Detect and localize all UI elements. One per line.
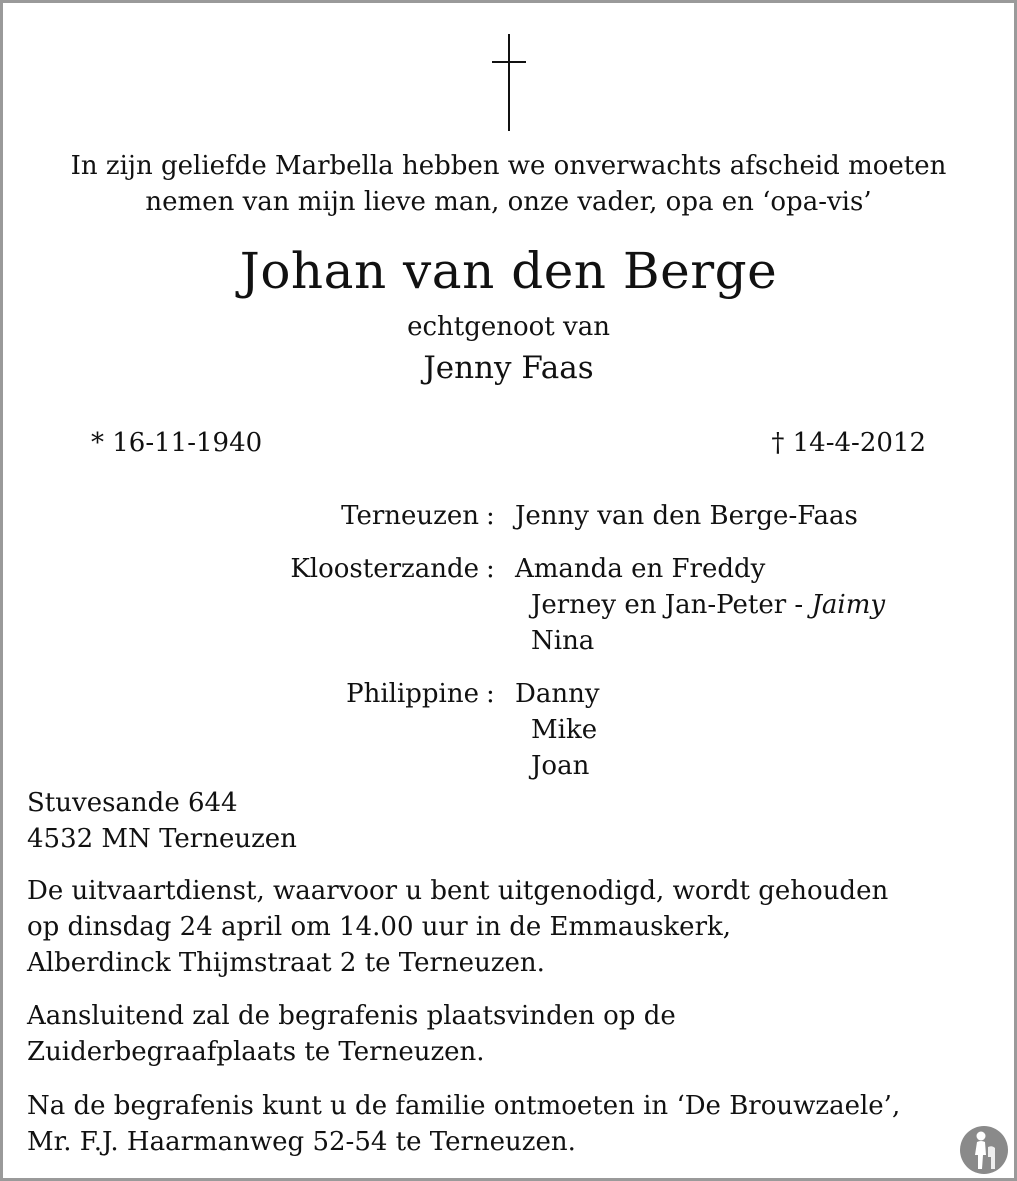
family-member: Jenny van den Berge-Faas	[515, 501, 858, 531]
reception-line-2: Mr. F.J. Haarmanweg 52-54 te Terneuzen.	[27, 1127, 576, 1157]
grandchild-name: Jaimy	[811, 590, 886, 620]
intro-text	[3, 148, 1014, 220]
family-member: Nina	[531, 626, 595, 656]
service-line-3: Alberdinck Thijmstraat 2 te Terneuzen.	[27, 948, 545, 978]
family-colon: :	[486, 679, 495, 709]
family-member: Amanda en Freddy	[515, 554, 766, 584]
family-member: Danny	[515, 679, 600, 709]
spouse-label: echtgenoot van	[407, 312, 610, 342]
family-member	[531, 587, 885, 623]
intro-line-1: In zijn geliefde Marbella hebben we onverwachts afscheid moeten	[70, 151, 947, 181]
spouse-name: Jenny Faas	[423, 350, 594, 386]
family-member: Mike	[531, 715, 598, 745]
family-member: Joan	[531, 751, 590, 781]
family-place-philippine: Philippine	[346, 679, 479, 709]
burial-line-2: Zuiderbegraafplaats te Terneuzen.	[27, 1037, 485, 1067]
family-colon: :	[486, 554, 495, 584]
reception-text	[27, 1088, 900, 1160]
address-street: Stuvesande 644	[27, 788, 238, 818]
family-colon: :	[486, 501, 495, 531]
family-place-terneuzen: Terneuzen	[341, 501, 479, 531]
family-member-text: Jerney en Jan-Peter -	[531, 590, 812, 620]
address-city: 4532 MN Terneuzen	[27, 824, 297, 854]
burial-text	[27, 998, 676, 1070]
family-place-kloosterzande: Kloosterzande	[290, 554, 479, 584]
service-line-1: De uitvaartdienst, waarvoor u bent uitgenodigd, wordt gehouden	[27, 876, 889, 906]
death-date: † 14-4-2012	[771, 428, 926, 458]
memorial-logo-icon	[959, 1125, 1009, 1175]
birth-date: * 16-11-1940	[91, 428, 263, 458]
burial-line-1: Aansluitend zal de begrafenis plaatsvinden op de	[27, 1001, 676, 1031]
deceased-name: Johan van den Berge	[239, 242, 778, 300]
service-text	[27, 873, 888, 981]
service-line-2: op dinsdag 24 april om 14.00 uur in de Emmauskerk,	[27, 912, 732, 942]
intro-line-2: nemen van mijn lieve man, onze vader, opa en ‘opa-vis’	[145, 187, 872, 217]
reception-line-1: Na de begrafenis kunt u de familie ontmoeten in ‘De Brouwzaele’,	[27, 1091, 901, 1121]
